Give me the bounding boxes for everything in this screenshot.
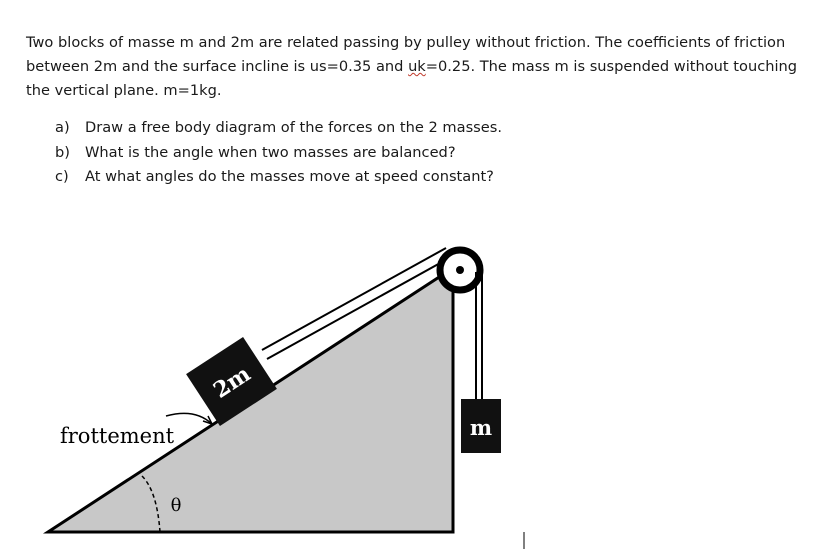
hanging-block-label: m bbox=[469, 415, 493, 440]
question-text: What is the angle when two masses are balanced? bbox=[85, 143, 456, 161]
problem-line-2-start: between 2m and the surface incline is us=0.35 and bbox=[26, 58, 409, 75]
problem-line-3: the vertical plane. m=1kg. bbox=[26, 82, 222, 99]
question-marker: b) bbox=[55, 143, 70, 161]
angle-label: θ bbox=[170, 495, 182, 516]
question-text: At what angles do the masses move at speed constant? bbox=[85, 168, 494, 185]
pulley-axle bbox=[456, 266, 464, 274]
problem-line-2-end: =0.25. The mass m is suspended without touching bbox=[425, 58, 798, 75]
question-text: Draw a free body diagram of the forces on the 2 masses. bbox=[85, 119, 503, 136]
problem-line-1: Two blocks of masse m and 2m are related passing by pulley without friction. The coefficients of friction bbox=[26, 34, 786, 51]
spellcheck-flagged-word[interactable]: uk bbox=[408, 58, 426, 75]
question-marker: a) bbox=[55, 119, 70, 136]
friction-label: frottement bbox=[60, 424, 175, 448]
incline-block-label: 2m bbox=[208, 360, 256, 404]
question-marker: c) bbox=[55, 168, 69, 185]
